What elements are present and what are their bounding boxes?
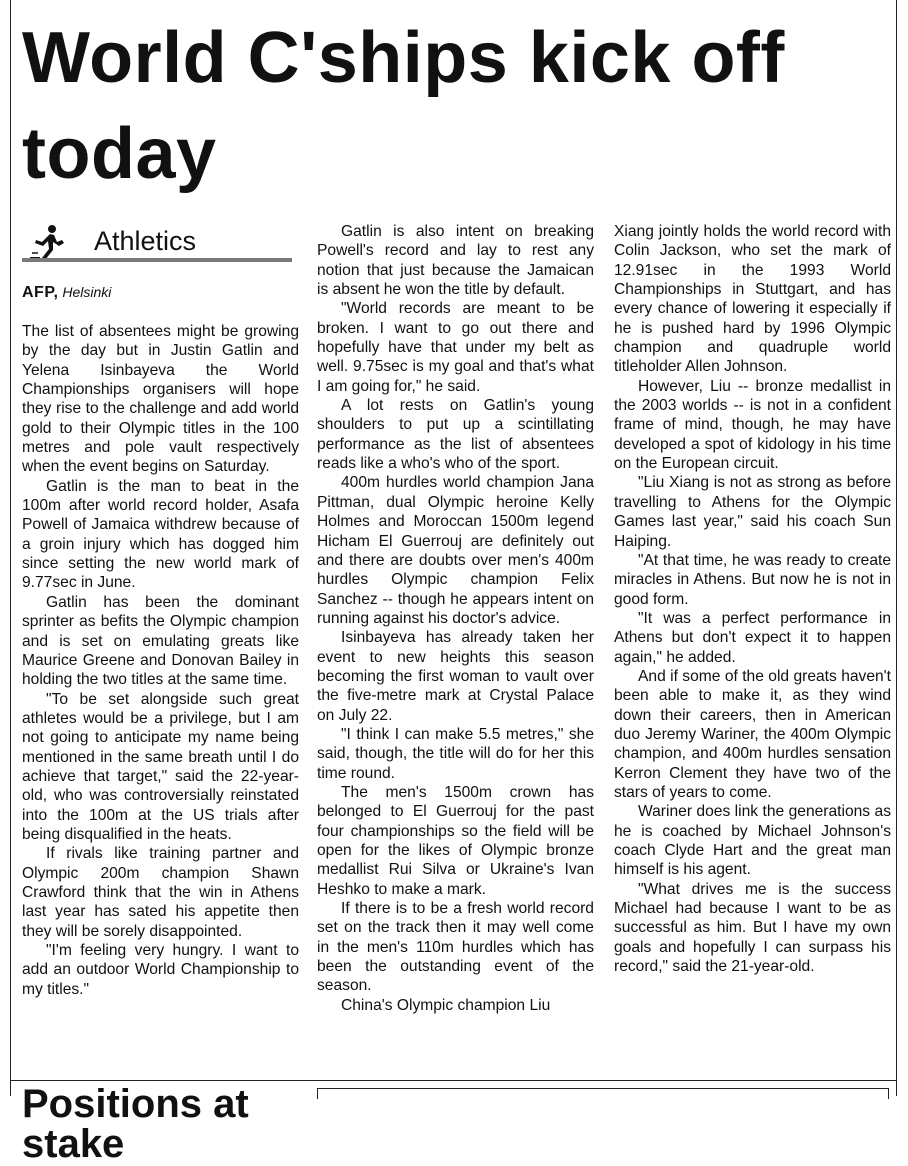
paragraph: If rivals like training partner and Olympic 200m champion Shawn Crawford think that the win in Athens last year has sated his appetite then they will be sorely disappointed. — [22, 845, 299, 940]
paragraph: "Liu Xiang is not as strong as before travelling to Athens for the Olympic Games last year," said his coach Sun Haiping. — [614, 474, 891, 550]
paragraph: "What drives me is the success Michael had because I want to be as successful as him. But I have my own goals and hopefully I can surpass his record," said the 21-year-old. — [614, 880, 891, 976]
paragraph: Gatlin is the man to beat in the 100m after world record holder, Asafa Powell of Jamaica withdrew because of a groin injury which has dogged him since setting the new world mark of 9.77sec in June. — [22, 477, 299, 592]
paragraph: Isinbayeva has already taken her event to new heights this season becoming the first woman to vault over the five-metre mark at Crystal Palace on July 22. — [317, 629, 594, 724]
article-column-2 — [317, 222, 594, 1015]
byline-agency: AFP, — [22, 284, 59, 301]
next-article-headline-text: Positions at stake — [22, 1082, 249, 1166]
article-headline: World C'ships kick off today — [22, 18, 785, 194]
article-column-3 — [614, 222, 891, 976]
column-frame-left — [10, 0, 11, 1096]
paragraph: However, Liu -- bronze medallist in the 2003 worlds -- is not in a confident frame of mind, though, he may have developed a spot of kidology in his time on the European circuit. — [614, 377, 891, 473]
paragraph: Xiang jointly holds the world record with Colin Jackson, who set the mark of 12.91sec in the 1993 World Championships in Stuttgart, and has every chance of lowering it especially if he is pushed hard by 1996 Olympic champion and quadruple world titleholder Allen Johnson. — [614, 223, 891, 376]
athlete-icon — [28, 222, 68, 262]
next-article-headline — [22, 1082, 292, 1166]
byline-city: Helsinki — [62, 284, 112, 300]
section-title: Athletics — [94, 226, 197, 256]
next-article-box — [317, 1088, 889, 1099]
paragraph: "To be set alongside such great athletes would be a privilege, but I am not going to anticipate my name being mentioned in the same breath until I do achieve that target," said the 22-year-old, who was controversially reinstated into the 100m at the US trials after being disqualified in the heats. — [22, 690, 299, 843]
paragraph: "At that time, he was ready to create miracles in Athens. But now he is not in good form. — [614, 551, 891, 608]
column-frame-right — [896, 0, 897, 1096]
paragraph: "World records are meant to be broken. I want to go out there and hopefully have that under my belt as well. 9.75sec is my goal and that's what I am going for," he said. — [317, 300, 594, 395]
byline — [22, 284, 111, 302]
paragraph: Wariner does link the generations as he is coached by Michael Johnson's coach Clyde Hart and the great man himself is his agent. — [614, 803, 891, 879]
paragraph: "I'm feeling very hungry. I want to add an outdoor World Championship to my titles." — [22, 942, 299, 998]
section-rule — [22, 258, 292, 262]
section-label — [22, 222, 294, 264]
paragraph: The men's 1500m crown has belonged to El Guerrouj for the past four championships so the field will be open for the likes of Olympic bronze medallist Rui Silva or Ukraine's Ivan Heshko to make a mark. — [317, 783, 594, 898]
paragraph: "It was a perfect performance in Athens but don't expect it to happen again," he added. — [614, 609, 891, 666]
paragraph: Gatlin has been the dominant sprinter as befits the Olympic champion and is set on emulating greats like Maurice Greene and Donovan Bailey in holding the two titles at the same time. — [22, 593, 299, 689]
paragraph: The list of absentees might be growing by the day but in Justin Gatlin and Yelena Isinbayeva the World Championships organisers will hope they rise to the challenge and add world gold to their Olympic titles in the 100 metres and pole vault respectively when the event begins on Saturday. — [22, 323, 299, 476]
bottom-rule — [10, 1080, 897, 1081]
paragraph: "I think I can make 5.5 metres," she said, though, the title will do for her this time round. — [317, 725, 594, 782]
paragraph: If there is to be a fresh world record set on the track then it may well come in the men's 110m hurdles which has been the outstanding event of the season. — [317, 900, 594, 995]
paragraph: China's Olympic champion Liu — [341, 996, 551, 1014]
paragraph: 400m hurdles world champion Jana Pittman, dual Olympic heroine Kelly Holmes and Moroccan 1500m legend Hicham El Guerrouj are definitely out and there are doubts over men's 400m hurdles Olympic champion Felix Sanchez -- though he appears intent on running against his doctor's advice. — [317, 474, 594, 627]
paragraph: A lot rests on Gatlin's young shoulders to put up a scintillating performance as the list of absentees reads like a who's who of the sport. — [317, 397, 594, 473]
paragraph: Gatlin is also intent on breaking Powell's record and lay to rest any notion that just because the Jamaican is absent he won the title by default. — [317, 223, 594, 299]
paragraph: And if some of the old greats haven't been able to make it, as they wind down their careers, then in American duo Jeremy Wariner, the 400m Olympic champion, and 400m hurdles sensation Kerron Clement they have two of the stars of years to come. — [614, 667, 891, 801]
article-column-1 — [22, 322, 299, 999]
